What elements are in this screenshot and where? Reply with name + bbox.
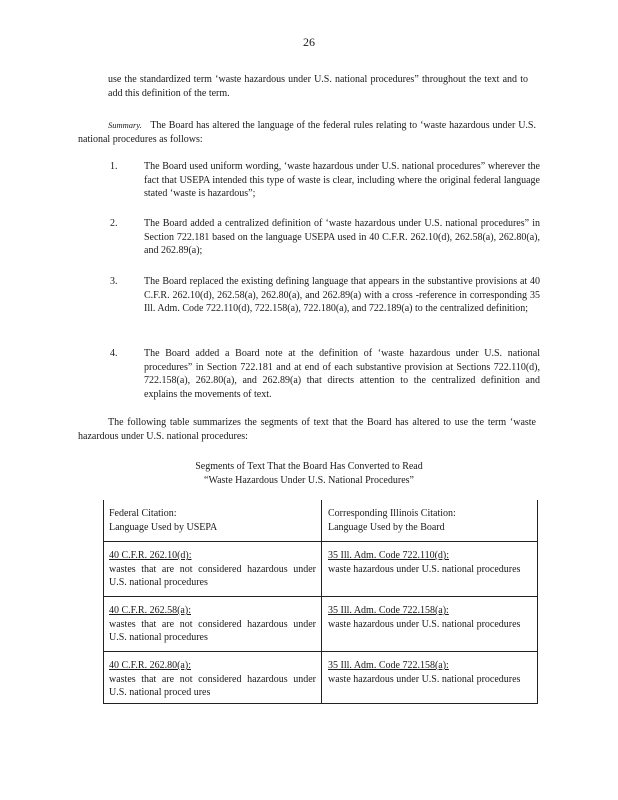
federal-language: wastes that are not considered hazardous under U.S. national procedures [109, 618, 316, 643]
page-number: 26 [303, 35, 315, 49]
illinois-language: waste hazardous under U.S. national procedures [328, 618, 521, 630]
table-row [104, 652, 537, 704]
intro-paragraph: use the standardized term ‘waste hazardous under U.S. national procedures” throughout the text and to add this definition of the term. [108, 74, 528, 99]
list-item [110, 160, 540, 201]
list-item-number: 1. [110, 161, 118, 172]
federal-cell [104, 652, 322, 704]
header-federal-line2: Language Used by USEPA [109, 521, 218, 533]
table-title-line1: Segments of Text That the Board Has Converted to Read [195, 461, 423, 472]
list-item-number: 3. [110, 276, 118, 287]
list-item [110, 217, 540, 258]
list-item [110, 347, 540, 401]
list-item-text: The Board added a centralized definition of ‘waste hazardous under U.S. national procedures” in Section 722.181 based on the language USEPA used in 40 C.F.R. 262.10(d), 262.58(a), 262.80(a), and 262.89(a); [144, 218, 540, 256]
table-header-federal [104, 500, 322, 541]
table-title [0, 460, 618, 487]
table-intro-paragraph: The following table summarizes the segments of text that the Board has altered to use the term ‘waste hazardous under U.S. national procedures: [78, 417, 536, 442]
federal-citation: 40 C.F.R. 262.58(a): [109, 605, 191, 616]
header-federal-line1: Federal Citation: [109, 508, 177, 519]
summary-paragraph [78, 119, 536, 146]
federal-language: wastes that are not considered hazardous under U.S. national procedures [109, 563, 316, 588]
table-header-row [104, 500, 537, 542]
list-item-number: 4. [110, 348, 118, 359]
summary-label: Summary. [108, 120, 142, 130]
illinois-cell [322, 597, 537, 651]
federal-citation: 40 C.F.R. 262.10(d): [109, 550, 192, 561]
illinois-cell [322, 652, 537, 704]
illinois-citation: 35 Ill. Adm. Code 722.110(d): [328, 550, 450, 561]
illinois-cell [322, 542, 537, 596]
federal-cell [104, 542, 322, 596]
list-item-number: 2. [110, 218, 118, 229]
list-item-text: The Board used uniform wording, ‘waste hazardous under U.S. national procedures” wherever the fact that USEPA intended this type of waste is clear, including where the original federal language stated ‘waste is hazardous”; [144, 161, 540, 199]
list-item [110, 275, 540, 316]
table-title-line2: “Waste Hazardous Under U.S. National Procedures” [204, 474, 414, 486]
list-item-text: The Board added a Board note at the definition of ‘waste hazardous under U.S. national procedures” in Section 722.181 and at end of each substantive provision at Sections 722.110(d), 722.158(a), 262.80(a), and 262.89(a) that directs attention to the centralized definition and explains the movements of text. [144, 348, 540, 400]
federal-citation: 40 C.F.R. 262.80(a): [109, 660, 191, 671]
table-header-illinois [322, 500, 537, 541]
table-row [104, 597, 537, 652]
list-item-text: The Board replaced the existing defining language that appears in the substantive provisions at 40 C.F.R. 262.10(d), 262.58(a), 262.80(a), and 262.89(a) with a cross -reference in corresponding 35 Ill. Adm. Code 722.110(d), 722.158(a), 722.180(a), and 722.189(a) to the centralized definition; [144, 276, 540, 314]
citation-table [103, 500, 538, 704]
federal-language: wastes that are not considered hazardous under U.S. national proced ures [109, 673, 316, 698]
illinois-language: waste hazardous under U.S. national procedures [328, 563, 521, 575]
table-row [104, 542, 537, 597]
illinois-citation: 35 Ill. Adm. Code 722.158(a): [328, 605, 449, 616]
summary-text: The Board has altered the language of the federal rules relating to ‘waste hazardous under U.S. national procedures as follows: [78, 120, 536, 145]
illinois-language: waste hazardous under U.S. national procedures [328, 673, 521, 685]
illinois-citation: 35 Ill. Adm. Code 722.158(a): [328, 660, 449, 671]
federal-cell [104, 597, 322, 651]
header-illinois-line2: Language Used by the Board [328, 521, 445, 533]
header-illinois-line1: Corresponding Illinois Citation: [328, 508, 456, 519]
